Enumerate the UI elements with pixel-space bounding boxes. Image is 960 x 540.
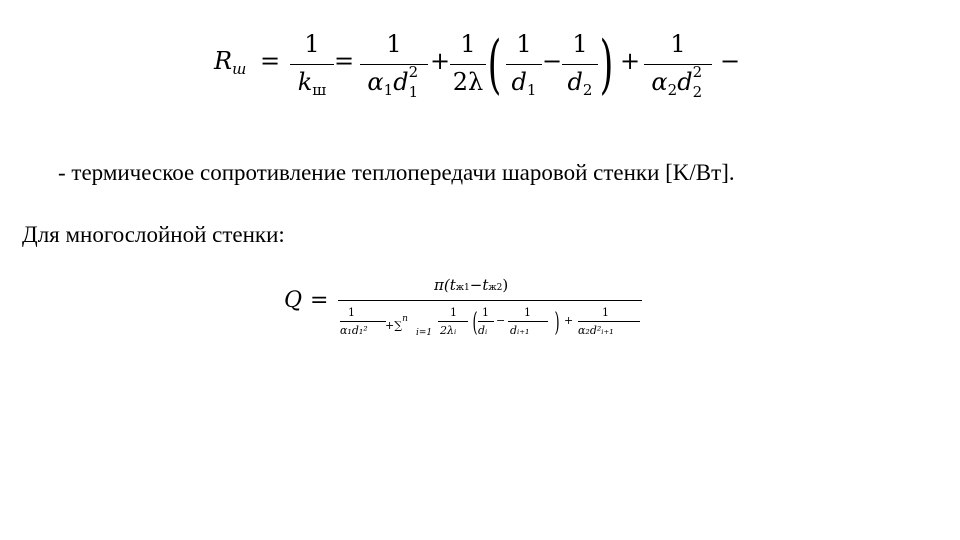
den-2lambda: 2λᵢ	[440, 324, 457, 337]
den-paren-close: )	[554, 308, 560, 338]
multilayer-heading: Для многослойной стенки:	[22, 222, 285, 247]
den-alpha1-d1: α₁d₁²	[340, 324, 368, 337]
den-sum-lower: i=1	[416, 328, 433, 338]
den-sum: +∑$^n$	[385, 314, 408, 332]
equals-sign-q: =	[310, 288, 329, 313]
equals-sign-2: =	[334, 47, 355, 75]
formula-Q: Q	[284, 288, 303, 313]
den-one-2: 1	[450, 306, 457, 319]
trailing-minus: −	[720, 47, 741, 75]
den-one-1: 1	[348, 306, 355, 319]
den-one-4: 1	[524, 306, 531, 319]
equals-sign: =	[260, 47, 281, 75]
left-paren: (	[487, 28, 502, 102]
description-text: - термическое сопротивление теплопередачи шаровой стенки [K/Вт].	[58, 160, 735, 185]
main-fraction-bar	[338, 300, 642, 301]
formula-heat-flow	[284, 276, 654, 366]
plus-sign: +	[430, 47, 451, 75]
minus-sign: −	[542, 47, 563, 75]
den-d-i: dᵢ	[478, 324, 488, 337]
den-paren-open: (	[472, 308, 478, 338]
den-minus: −	[496, 314, 506, 327]
formula-thermal-resistance: $R_ш$ = 1 $k_ш$ = 1 $\alpha_1d$ 2 1 + 1 2λ ( 1 $d_1$ − 1 $d_2$ ) + 1 $\alpha_2d$ 2 2 −	[214, 28, 741, 102]
formula-R: $R_ш$	[214, 47, 247, 78]
den-d-i1: dᵢ₊₁	[510, 324, 530, 337]
right-paren: )	[599, 28, 614, 102]
den-one-5: 1	[602, 306, 609, 319]
den-plus: +	[564, 314, 574, 327]
den-one-3: 1	[482, 306, 489, 319]
heat-flow-numerator: π(tж1−tж2)	[434, 276, 509, 294]
den-alpha2-d: α₂d²ᵢ₊₁	[578, 324, 614, 337]
plus-sign-2: +	[620, 47, 641, 75]
